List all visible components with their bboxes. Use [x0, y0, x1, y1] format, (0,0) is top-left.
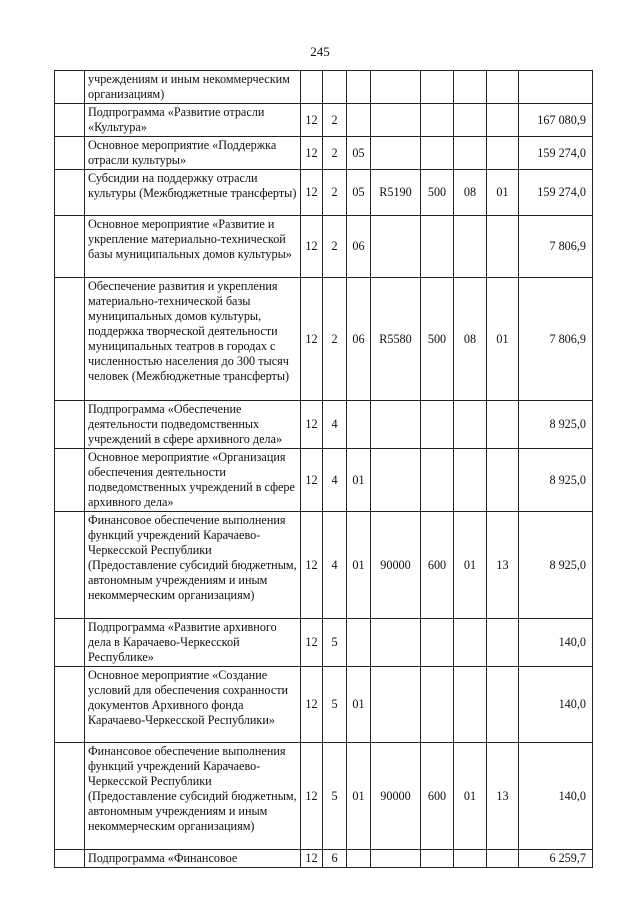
- code-cell: 4: [323, 512, 347, 619]
- item-name: Финансовое обеспечение выполнения функций учреждений Карачаево-Черкесской Республики (Предоставление субсидий бюджетным, автономным учреждениям и иным некоммерческим организациям): [85, 512, 301, 619]
- item-name: Подпрограмма «Обеспечение деятельности подведомственных учреждений в сфере архивного дела»: [85, 401, 301, 449]
- code-cell: [421, 216, 454, 278]
- code-cell: 4: [323, 449, 347, 512]
- code-cell: 12: [301, 449, 323, 512]
- code-cell: [454, 137, 487, 170]
- code-cell: 90000: [371, 512, 421, 619]
- code-cell: [347, 104, 371, 137]
- code-cell: [487, 850, 519, 868]
- code-cell: [323, 71, 347, 104]
- code-cell: [421, 401, 454, 449]
- code-cell: [487, 667, 519, 743]
- code-cell: 90000: [371, 743, 421, 850]
- blank-cell: [55, 743, 85, 850]
- code-cell: 01: [487, 278, 519, 401]
- blank-cell: [55, 850, 85, 868]
- code-cell: 12: [301, 216, 323, 278]
- amount-cell: 140,0: [519, 619, 593, 667]
- code-cell: 05: [347, 137, 371, 170]
- item-name: Подпрограмма «Финансовое: [85, 850, 301, 868]
- code-cell: 12: [301, 850, 323, 868]
- code-cell: [371, 401, 421, 449]
- amount-cell: 7 806,9: [519, 216, 593, 278]
- table-body: [55, 71, 593, 868]
- code-cell: [347, 619, 371, 667]
- amount-cell: 7 806,9: [519, 278, 593, 401]
- page-number: 245: [310, 44, 330, 59]
- item-name: Основное мероприятие «Поддержка отрасли культуры»: [85, 137, 301, 170]
- amount-cell: 140,0: [519, 667, 593, 743]
- code-cell: 5: [323, 619, 347, 667]
- code-cell: [487, 137, 519, 170]
- table-row: [55, 743, 593, 850]
- item-name: Подпрограмма «Развитие отрасли «Культура»: [85, 104, 301, 137]
- code-cell: [487, 71, 519, 104]
- code-cell: [454, 71, 487, 104]
- code-cell: [371, 619, 421, 667]
- blank-cell: [55, 137, 85, 170]
- code-cell: [454, 216, 487, 278]
- item-name: Основное мероприятие «Создание условий для обеспечения сохранности документов Архивного фонда Карачаево-Черкесской Республики»: [85, 667, 301, 743]
- code-cell: 05: [347, 170, 371, 216]
- item-name: Основное мероприятие «Организация обеспечения деятельности подведомственных учреждений в сфере архивного дела»: [85, 449, 301, 512]
- code-cell: 12: [301, 137, 323, 170]
- code-cell: [371, 850, 421, 868]
- code-cell: [454, 401, 487, 449]
- amount-cell: 8 925,0: [519, 401, 593, 449]
- code-cell: 08: [454, 278, 487, 401]
- code-cell: [421, 71, 454, 104]
- table-row: [55, 104, 593, 137]
- code-cell: 08: [454, 170, 487, 216]
- code-cell: R5580: [371, 278, 421, 401]
- blank-cell: [55, 619, 85, 667]
- code-cell: [347, 71, 371, 104]
- amount-cell: 159 274,0: [519, 137, 593, 170]
- table-row: [55, 170, 593, 216]
- code-cell: 12: [301, 743, 323, 850]
- code-cell: 2: [323, 104, 347, 137]
- code-cell: [487, 619, 519, 667]
- code-cell: 500: [421, 170, 454, 216]
- table-row: [55, 512, 593, 619]
- code-cell: 01: [347, 667, 371, 743]
- code-cell: 01: [454, 512, 487, 619]
- code-cell: [421, 137, 454, 170]
- item-name: учреждениям и иным некоммерческим организациям): [85, 71, 301, 104]
- blank-cell: [55, 667, 85, 743]
- blank-cell: [55, 512, 85, 619]
- code-cell: 6: [323, 850, 347, 868]
- code-cell: 600: [421, 512, 454, 619]
- blank-cell: [55, 449, 85, 512]
- code-cell: [487, 401, 519, 449]
- code-cell: 06: [347, 216, 371, 278]
- amount-cell: 140,0: [519, 743, 593, 850]
- code-cell: 12: [301, 401, 323, 449]
- code-cell: [454, 850, 487, 868]
- table-row: [55, 850, 593, 868]
- code-cell: 01: [347, 743, 371, 850]
- code-cell: [454, 667, 487, 743]
- code-cell: [421, 104, 454, 137]
- table-row: [55, 667, 593, 743]
- code-cell: [371, 137, 421, 170]
- code-cell: 06: [347, 278, 371, 401]
- code-cell: [487, 104, 519, 137]
- code-cell: [421, 667, 454, 743]
- code-cell: [371, 71, 421, 104]
- code-cell: [454, 619, 487, 667]
- code-cell: 5: [323, 667, 347, 743]
- code-cell: [347, 401, 371, 449]
- amount-cell: [519, 71, 593, 104]
- code-cell: [347, 850, 371, 868]
- table-row: [55, 137, 593, 170]
- code-cell: 5: [323, 743, 347, 850]
- code-cell: 13: [487, 743, 519, 850]
- code-cell: 13: [487, 512, 519, 619]
- table-row: [55, 449, 593, 512]
- code-cell: 2: [323, 278, 347, 401]
- table-row: [55, 278, 593, 401]
- table-row: [55, 216, 593, 278]
- code-cell: 12: [301, 278, 323, 401]
- code-cell: 600: [421, 743, 454, 850]
- item-name: Основное мероприятие «Развитие и укрепление материально-технической базы муниципальных домов культуры»: [85, 216, 301, 278]
- code-cell: [421, 850, 454, 868]
- code-cell: 500: [421, 278, 454, 401]
- code-cell: 2: [323, 137, 347, 170]
- code-cell: 01: [454, 743, 487, 850]
- code-cell: R5190: [371, 170, 421, 216]
- code-cell: [371, 216, 421, 278]
- blank-cell: [55, 71, 85, 104]
- item-name: Субсидии на поддержку отрасли культуры (Межбюджетные трансферты): [85, 170, 301, 216]
- code-cell: 12: [301, 104, 323, 137]
- code-cell: [371, 104, 421, 137]
- code-cell: 01: [347, 449, 371, 512]
- blank-cell: [55, 401, 85, 449]
- code-cell: [487, 216, 519, 278]
- table-row: [55, 619, 593, 667]
- code-cell: [371, 449, 421, 512]
- code-cell: [454, 449, 487, 512]
- table-row: [55, 71, 593, 104]
- code-cell: 12: [301, 667, 323, 743]
- code-cell: 01: [347, 512, 371, 619]
- table-row: [55, 401, 593, 449]
- budget-table: [54, 70, 593, 868]
- code-cell: [421, 449, 454, 512]
- item-name: Финансовое обеспечение выполнения функций учреждений Карачаево-Черкесской Республики (Предоставление субсидий бюджетным, автономным учреждениям и иным некоммерческим организациям): [85, 743, 301, 850]
- code-cell: 12: [301, 170, 323, 216]
- blank-cell: [55, 170, 85, 216]
- item-name: Обеспечение развития и укрепления материально-технической базы муниципальных домов культуры, поддержка творческой деятельности муниципальных театров в городах с численностью населения до 300 тысяч человек (Межбюджетные трансферты): [85, 278, 301, 401]
- code-cell: [454, 104, 487, 137]
- amount-cell: 159 274,0: [519, 170, 593, 216]
- blank-cell: [55, 216, 85, 278]
- amount-cell: 8 925,0: [519, 449, 593, 512]
- code-cell: 12: [301, 512, 323, 619]
- item-name: Подпрограмма «Развитие архивного дела в Карачаево-Черкесской Республике»: [85, 619, 301, 667]
- code-cell: 2: [323, 216, 347, 278]
- amount-cell: 8 925,0: [519, 512, 593, 619]
- amount-cell: 167 080,9: [519, 104, 593, 137]
- blank-cell: [55, 104, 85, 137]
- code-cell: [301, 71, 323, 104]
- code-cell: [421, 619, 454, 667]
- code-cell: 12: [301, 619, 323, 667]
- code-cell: [487, 449, 519, 512]
- code-cell: 01: [487, 170, 519, 216]
- blank-cell: [55, 278, 85, 401]
- code-cell: 4: [323, 401, 347, 449]
- code-cell: [371, 667, 421, 743]
- code-cell: 2: [323, 170, 347, 216]
- amount-cell: 6 259,7: [519, 850, 593, 868]
